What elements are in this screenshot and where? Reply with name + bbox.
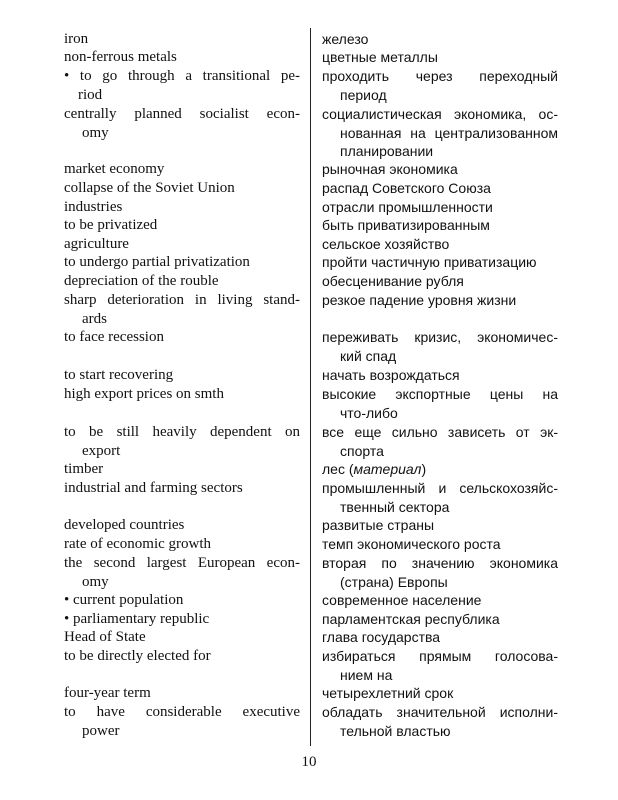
text-line: Head of State bbox=[64, 629, 146, 645]
ru-entry-industries bbox=[322, 198, 558, 217]
text-line: промышленный и сельскохозяйс- bbox=[322, 480, 558, 496]
en-entry-parliamentary-republic bbox=[64, 610, 300, 629]
ru-entry-second-largest-economy bbox=[322, 554, 558, 591]
ru-entry-market-economy bbox=[322, 160, 558, 179]
text-line: развитые страны bbox=[322, 517, 435, 533]
text-line: to start recovering bbox=[64, 367, 174, 383]
en-entry-start-recovering bbox=[64, 366, 300, 385]
ru-entry-iron bbox=[322, 30, 558, 49]
ru-entry-depreciation-rouble bbox=[322, 272, 558, 291]
text-line: centrally planned socialist econ- bbox=[64, 106, 300, 122]
en-entry-centrally-planned-economy bbox=[64, 105, 300, 142]
italic-word: материал bbox=[353, 461, 422, 477]
en-entry-executive-power bbox=[64, 703, 300, 740]
text-line: цветные металлы bbox=[322, 49, 438, 65]
text-line: глава государства bbox=[322, 629, 441, 645]
en-entry-to-be-privatized bbox=[64, 216, 300, 235]
ru-entry-agriculture bbox=[322, 235, 558, 254]
ru-entry-start-recovering bbox=[322, 366, 558, 385]
en-entry-industrial-farming-sectors bbox=[64, 479, 300, 498]
text-line: лес (материал) bbox=[322, 461, 427, 477]
text-line: тельной властью bbox=[340, 722, 451, 739]
text-line: depreciation of the rouble bbox=[64, 273, 219, 289]
text-line: сельское хозяйство bbox=[322, 236, 450, 252]
text-line: обладать значительной исполни- bbox=[322, 704, 558, 720]
text-line: распад Советского Союза bbox=[322, 180, 491, 196]
text-line: пройти частичную приватизацию bbox=[322, 254, 537, 270]
en-entry-developed-countries bbox=[64, 516, 300, 535]
text-line: • to go through a transitional pe- bbox=[64, 68, 300, 84]
en-entry-current-population bbox=[64, 591, 300, 610]
text-line: export bbox=[82, 442, 121, 459]
en-entry-directly-elected bbox=[64, 647, 300, 666]
ru-entry-to-be-privatized bbox=[322, 216, 558, 235]
text-line: market economy bbox=[64, 161, 165, 177]
en-entry-head-of-state bbox=[64, 628, 300, 647]
ru-entry-centrally-planned-economy bbox=[322, 105, 558, 161]
text-line: ards bbox=[82, 310, 107, 327]
page-number: 10 bbox=[301, 754, 317, 770]
en-entry-second-largest-economy bbox=[64, 554, 300, 591]
text-line: iron bbox=[64, 31, 89, 47]
text-line: переживать кризис, экономичес- bbox=[322, 329, 558, 345]
en-entry-face-recession bbox=[64, 328, 300, 347]
text-line: (страна) Европы bbox=[340, 573, 448, 590]
text-line: твенный сектора bbox=[340, 498, 450, 515]
en-entry-high-export-prices bbox=[64, 385, 300, 404]
en-entry-dependent-on-export bbox=[64, 423, 300, 460]
en-entry-partial-privatization bbox=[64, 253, 300, 272]
text-line: omy bbox=[82, 124, 109, 141]
en-entry-timber bbox=[64, 460, 300, 479]
text-line: high export prices on smth bbox=[64, 386, 224, 402]
en-entry-market-economy bbox=[64, 160, 300, 179]
text-line: four-year term bbox=[64, 685, 151, 701]
text-line: спорта bbox=[340, 442, 384, 459]
text-line: to be still heavily dependent on bbox=[64, 424, 300, 440]
text-line: power bbox=[82, 722, 120, 739]
text-line: обесценивание рубля bbox=[322, 273, 464, 289]
text-line: non-ferrous metals bbox=[64, 49, 177, 65]
text-line: to be privatized bbox=[64, 217, 158, 233]
en-entry-sharp-deterioration bbox=[64, 291, 300, 328]
text-line: что-либо bbox=[340, 404, 398, 421]
ru-entry-current-population bbox=[322, 591, 558, 610]
ru-entry-dependent-on-export bbox=[322, 423, 558, 460]
ru-entry-non-ferrous-metals bbox=[322, 48, 558, 67]
text-line: to face recession bbox=[64, 329, 164, 345]
text-line: современное население bbox=[322, 592, 482, 608]
text-line: планировании bbox=[340, 143, 434, 160]
text-line: избираться прямым голосова- bbox=[322, 648, 558, 664]
en-entry-non-ferrous-metals bbox=[64, 48, 300, 67]
text-line: industrial and farming sectors bbox=[64, 480, 243, 496]
text-line: agriculture bbox=[64, 236, 129, 252]
column-divider bbox=[310, 28, 311, 746]
text-line: to undergo partial privatization bbox=[64, 254, 250, 270]
text-line: riod bbox=[78, 86, 103, 103]
text-line: collapse of the Soviet Union bbox=[64, 180, 235, 196]
text-line: парламентская республика bbox=[322, 611, 500, 627]
text-line: rate of economic growth bbox=[64, 536, 212, 552]
text-line: omy bbox=[82, 573, 109, 590]
en-entry-depreciation-rouble bbox=[64, 272, 300, 291]
ru-entry-timber bbox=[322, 460, 558, 479]
text-line: нованная на централизованном bbox=[340, 124, 558, 141]
ru-entry-head-of-state bbox=[322, 628, 558, 647]
text-line: • parliamentary republic bbox=[64, 611, 210, 627]
text-line: industries bbox=[64, 199, 123, 215]
ru-entry-four-year-term bbox=[322, 684, 558, 703]
ru-entry-face-recession bbox=[322, 328, 558, 365]
ru-entry-parliamentary-republic bbox=[322, 610, 558, 629]
en-entry-transitional-period bbox=[64, 67, 300, 104]
text-line: период bbox=[340, 86, 387, 103]
ru-entry-sharp-deterioration bbox=[322, 291, 558, 310]
text-line: • current population bbox=[64, 592, 184, 608]
text-line: the second largest European econ- bbox=[64, 555, 300, 571]
en-entry-industries bbox=[64, 198, 300, 217]
text-line: timber bbox=[64, 461, 104, 477]
text-line: developed countries bbox=[64, 517, 185, 533]
ru-entry-industrial-farming-sectors bbox=[322, 479, 558, 516]
ru-entry-rate-economic-growth bbox=[322, 535, 558, 554]
text-line: резкое падение уровня жизни bbox=[322, 292, 517, 308]
text-line: to be directly elected for bbox=[64, 648, 211, 664]
text-line: социалистическая экономика, ос- bbox=[322, 106, 558, 122]
text-line: темп экономического роста bbox=[322, 536, 501, 552]
ru-entry-collapse-soviet-union bbox=[322, 179, 558, 198]
text-line: вторая по значению экономика bbox=[322, 555, 558, 571]
text-line: проходить через переходный bbox=[322, 68, 558, 84]
ru-entry-transitional-period bbox=[322, 67, 558, 104]
en-entry-agriculture bbox=[64, 235, 300, 254]
text-line: железо bbox=[322, 31, 369, 47]
text-line: отрасли промышленности bbox=[322, 199, 493, 215]
ru-entry-executive-power bbox=[322, 703, 558, 740]
ru-entry-directly-elected bbox=[322, 647, 558, 684]
en-entry-four-year-term bbox=[64, 684, 300, 703]
text-line: четырехлетний срок bbox=[322, 685, 454, 701]
text-line: рыночная экономика bbox=[322, 161, 458, 177]
en-entry-rate-economic-growth bbox=[64, 535, 300, 554]
text-line: нием на bbox=[340, 666, 393, 683]
en-entry-iron bbox=[64, 30, 300, 49]
text-line: быть приватизированным bbox=[322, 217, 490, 233]
ru-entry-high-export-prices bbox=[322, 385, 558, 422]
text-line: sharp deterioration in living stand- bbox=[64, 292, 300, 308]
ru-entry-partial-privatization bbox=[322, 253, 558, 272]
text-line: все еще сильно зависеть от эк- bbox=[322, 424, 558, 440]
text-line: to have considerable executive bbox=[64, 704, 300, 720]
ru-entry-developed-countries bbox=[322, 516, 558, 535]
text-line: кий спад bbox=[340, 347, 397, 364]
text-line: высокие экспортные цены на bbox=[322, 386, 558, 402]
text-line: начать возрождаться bbox=[322, 367, 460, 383]
en-entry-collapse-soviet-union bbox=[64, 179, 300, 198]
